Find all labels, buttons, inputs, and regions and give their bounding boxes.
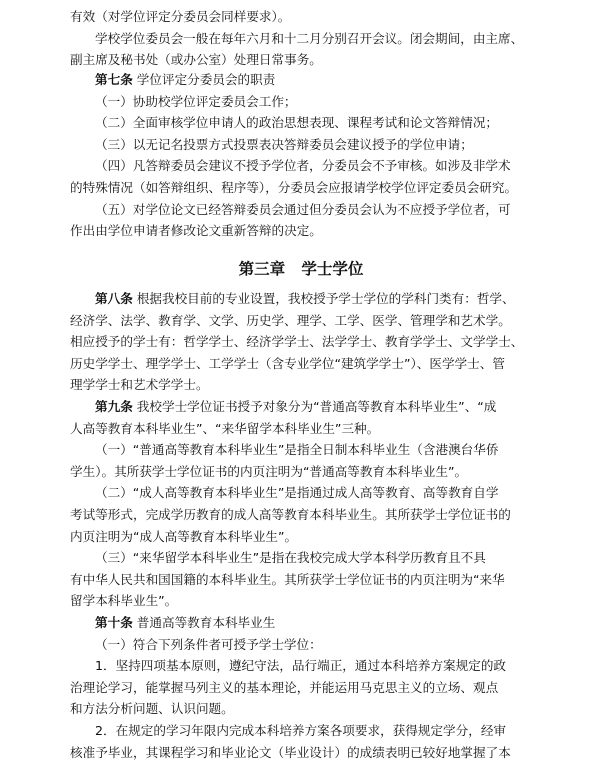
article-number: 第十条 bbox=[95, 615, 133, 630]
text-line: （一）符合下列条件者可授予学士学位： bbox=[95, 636, 322, 652]
text-line: 相应授予的学士有：哲学学士、经济学学士、法学学士、教育学学士、文学学士、 bbox=[70, 334, 524, 350]
article-title: 普通高等教育本科毕业生 bbox=[136, 615, 276, 630]
text-line: 学生）。其所获学士学位证书的内页注明为“普通高等教育本科毕业生”。 bbox=[70, 463, 468, 479]
text-line: 历史学学士、理学学士、工学学士（含专业学位“建筑学学士”）、医学学士、管 bbox=[70, 355, 505, 371]
text-line: 经济学、法学、教育学、文学、历史学、理学、工学、医学、管理学和艺术学。 bbox=[70, 312, 511, 328]
text-line: 学校学位委员会一般在每年六月和十二月分别召开会议。闭会期间，由主席、 bbox=[95, 30, 524, 46]
text-line: （二）全面审核学位申请人的政治思想表现、课程考试和论文答辩情况； bbox=[95, 115, 498, 131]
article-title: 学位评定分委员会的职责 bbox=[136, 72, 276, 87]
text-line: 内页注明为“成人高等教育本科毕业生”。 bbox=[70, 528, 298, 544]
article-8 bbox=[70, 288, 532, 396]
text-line: 有中华人民共和国国籍的本科毕业生。其所获学士学位证书的内页注明为“来华 bbox=[70, 571, 505, 587]
text-line: 有效（对学位评定分委员会同样要求）。 bbox=[70, 9, 291, 24]
article-number: 第八条 bbox=[95, 291, 133, 306]
text-line: 作出由学位申请者修改论文重新答辩的决定。 bbox=[70, 223, 322, 239]
article-number: 第九条 bbox=[95, 399, 133, 414]
text-line: 副主席及秘书处（或办公室）处理日常事务。 bbox=[70, 52, 322, 68]
article-7 bbox=[70, 69, 532, 242]
text-line: 考试等形式，完成学历教育的成人高等教育本科毕业生。其所获学士学位证书的 bbox=[70, 506, 511, 522]
article-9 bbox=[70, 396, 532, 612]
text-line bbox=[70, 396, 532, 418]
text-line: 1．坚持四项基本原则，遵纪守法，品行端正，通过本科培养方案规定的政 bbox=[95, 658, 507, 674]
text-line: 2．在规定的学习年限内完成本科培养方案各项要求，获得规定学分，经审 bbox=[95, 722, 507, 738]
text-line: （三）以无记名投票方式投票表决答辩委员会建议授予的学位申请； bbox=[95, 136, 473, 152]
text-line bbox=[70, 288, 532, 310]
article-heading bbox=[70, 612, 532, 634]
text-line: 治理论学习，能掌握马列主义的基本理论，并能运用马克思主义的立场、观点 bbox=[70, 679, 499, 695]
text-line: 和方法分析问题、认识问题。 bbox=[70, 701, 234, 717]
text-line: 人高等教育本科毕业生”、“来华留学本科毕业生”三种。 bbox=[70, 420, 380, 436]
text-line: 核准予毕业，其课程学习和毕业论文（毕业设计）的成绩表明已较好地掌握了本 bbox=[70, 744, 511, 760]
text-line: 理学学士和艺术学学士。 bbox=[70, 377, 209, 393]
chapter-heading: 第三章 学士学位 bbox=[238, 260, 364, 278]
text-line: （五）对学位论文已经答辩委员会通过但分委员会认为不应授予学位者，可 bbox=[95, 201, 511, 217]
text-line: （三）“来华留学本科毕业生”是指在我校完成大学本科学历教育且不具 bbox=[95, 550, 486, 566]
article-10 bbox=[70, 612, 532, 763]
text-line: （一）“普通高等教育本科毕业生”是指全日制本科毕业生（含港澳台华侨 bbox=[95, 442, 499, 458]
text-line: 留学本科毕业生”。 bbox=[70, 593, 178, 609]
article-number: 第七条 bbox=[95, 72, 133, 87]
text-fragment: 根据我校目前的专业设置，我校授予学士学位的学科门类有：哲学、 bbox=[136, 291, 515, 306]
text-line: （二）“成人高等教育本科毕业生”是指通过成人高等教育、高等教育自学 bbox=[95, 485, 499, 501]
text-line: （四）凡答辩委员会建议不授予学位者，分委员会不予审核。如涉及非学术 bbox=[95, 158, 511, 174]
article-heading bbox=[70, 69, 532, 91]
text-fragment: 我校学士学位证书授予对象分为“普通高等教育本科毕业生”、“成 bbox=[136, 399, 497, 414]
top-paragraph bbox=[70, 6, 532, 71]
text-line: 的特殊情况（如答辩组织、程序等），分委员会应报请学校学位评定委员会研究。 bbox=[70, 179, 518, 195]
text-line: （一）协助校学位评定委员会工作； bbox=[95, 93, 297, 109]
